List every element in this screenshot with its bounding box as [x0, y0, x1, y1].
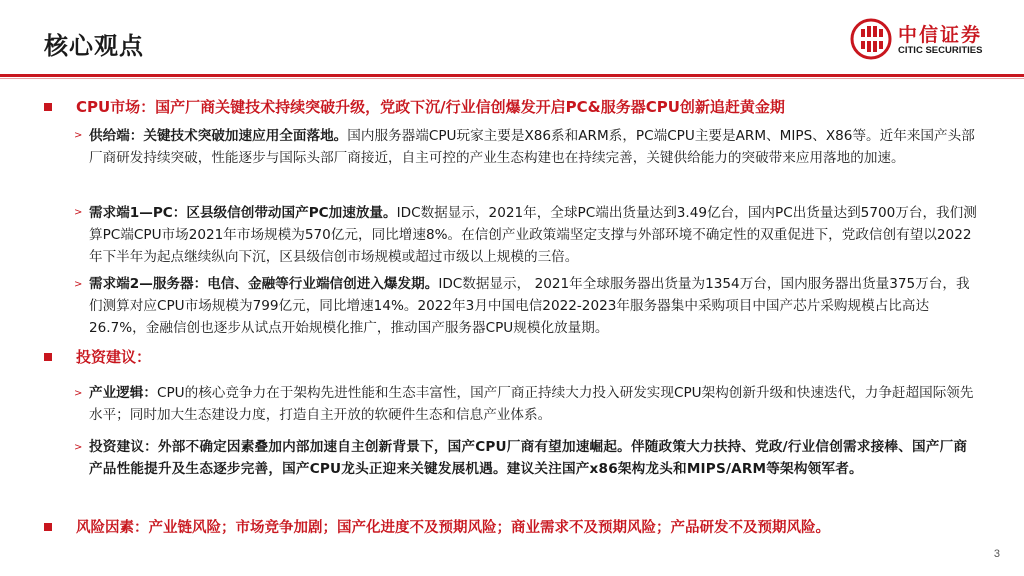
item-body: 国内服务器端CPU玩家主要是X86系和ARM系，PC端CPU主要是ARM、MIPS、X86等。近年来国产头部厂商研发持续突破，性能逐步与国际头部厂商接近，自主可控的产业生态构建也在持续完善，关键供给能力的突破带来应用落地的加速。 — [89, 128, 975, 166]
risk-factors: 风险因素：产业链风险；市场竞争加剧；国产化进度不及预期风险；商业需求不及预期风险；产品研发不及预期风险。 — [76, 520, 830, 536]
list-item-demand-pc — [89, 202, 979, 268]
chevron-right-icon: > — [74, 388, 83, 399]
list-item-supply — [89, 125, 979, 169]
square-bullet-icon — [44, 103, 52, 111]
item-body: CPU的核心竞争力在于架构先进性能和生态丰富性，国产厂商正持续大力投入研发实现CPU架构创新升级和快速迭代，力争赶超国际领先水平；同时加大生态建设力度，打造自主开放的软硬件生态和信息产业体系。 — [89, 385, 974, 423]
square-bullet-icon — [44, 353, 52, 361]
logo-chinese-name: 中信证券 — [898, 24, 983, 46]
item-lead: 需求端1—PC：区县级信创带动国产PC加速放量。 — [89, 205, 397, 221]
chevron-right-icon: > — [74, 207, 83, 218]
chevron-right-icon: > — [74, 442, 83, 453]
chevron-right-icon: > — [74, 279, 83, 290]
list-item-investment-advice: 投资建议：外部不确定因素叠加内部加速自主创新背景下，国产CPU厂商有望加速崛起。伴随政策大力扶持、党政/行业信创需求接棒、国产厂商产品性能提升及生态逐步完善，国产CPU龙头正迎来关键发展机遇。建议关注国产x86架构龙头和MIPS/ARM等架构领军者。 — [89, 439, 968, 477]
section-heading-investment: 投资建议： — [76, 348, 152, 366]
square-bullet-icon — [44, 523, 52, 531]
page-number: 3 — [993, 548, 1000, 560]
list-item-industry-logic — [89, 382, 979, 426]
page-title: 核心观点 — [44, 32, 144, 60]
section-heading-cpu-market: CPU市场：国产厂商关键技术持续突破升级，党政下沉/行业信创爆发开启PC&服务器CPU创新追赶黄金期 — [76, 98, 785, 116]
logo-english-name: CITIC SECURITIES — [898, 45, 983, 56]
item-body: IDC数据显示， 2021年全球服务器出货量为1354万台，国内服务器出货量375万台，我们测算对应CPU市场规模为799亿元，同比增速14%。2022年3月中国电信2022-2023年服务器集中采购项目中国产芯片采购规模占比高达26.7%，金融信创也逐步从试点开始规模化推广，推动国产服务器CPU规模化放量期。 — [89, 276, 970, 336]
item-lead: 需求端2—服务器：电信、金融等行业端信创进入爆发期。 — [89, 276, 439, 292]
item-body: IDC数据显示，2021年，全球PC端出货量达到3.49亿台，国内PC出货量达到5700万台，我们测算PC端CPU市场2021年市场规模为570亿元，同比增速8%。在信创产业政策端坚定支撑与外部环境不确定性的双重促进下，党政信创有望以2022年下半年为起点继续纵向下沉，区县级信创市场规模或超过市级以上规模的三倍。 — [89, 205, 977, 265]
list-item-demand-server — [89, 273, 979, 339]
item-lead: 产业逻辑： — [89, 385, 157, 401]
chevron-right-icon: > — [74, 130, 83, 141]
item-lead: 供给端：关键技术突破加速应用全面落地。 — [89, 128, 348, 144]
